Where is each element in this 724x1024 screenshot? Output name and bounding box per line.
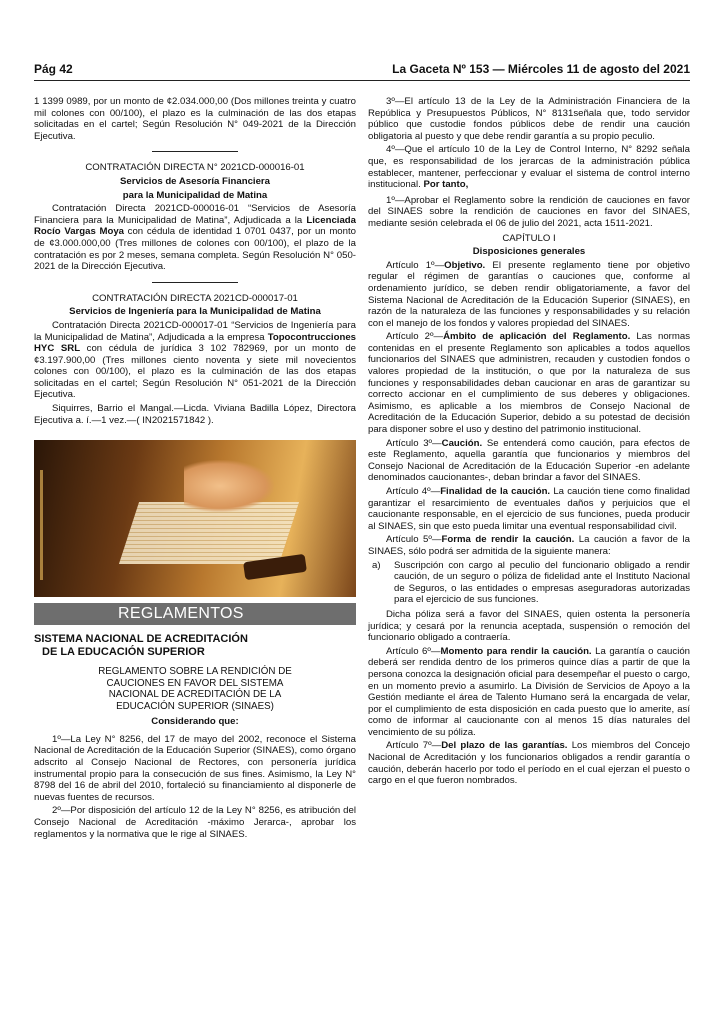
paragraph — [368, 144, 690, 190]
paragraph — [34, 203, 356, 273]
article-number: Artículo 1º— — [386, 259, 445, 271]
paragraph: 1º—La Ley N° 8256, del 17 de mayo del 2002, reconoce el Sistema Nacional de Acreditación de la Educación Superior (SINAES), como órgano adscrito al Consejo Nacional de Rectores, con personería jurídica instrumental propio para la consecución de sus fines. Asimismo, la Ley N° 8798 del 16 de abril del 2010, fortaleció su financiamiento al disponerle de nuevas fuentes de recursos. — [34, 733, 356, 803]
article-body: La caución a favor de la SINAES, sólo podrá ser admitida de la siguiente manera: — [368, 534, 690, 557]
paragraph: Dicha póliza será a favor del SINAES, quien ostenta la personería jurídica; y cesará por la renuncia aceptada, suspensión o remoción del funcionario obligado a contraería. — [368, 608, 690, 644]
paragraph: 3º—El artículo 13 de la Ley de la Administración Financiera de la República y Presupuestos Públicos, N° 8131señala que, todo servidor público que custodie fondos públicos debe de rendir una caución obligatoria al puesto y que debe rendir garantía a su propio peculio. — [368, 96, 690, 142]
article-title: Ámbito de aplicación del Reglamento. — [443, 331, 631, 343]
text-run: Contratación Directa 2021CD-000017-01 “Servicios de Ingeniería para la Municipalidad de Matina”, Adjudicada a la empresa — [34, 319, 356, 343]
signature-line: Siquirres, Barrio el Mangal.—Licda. Viviana Badilla López, Directora Ejecutiva a. í.—1 vez.—( IN2021571842 ). — [34, 403, 356, 426]
article-title: Objetivo. — [444, 259, 486, 271]
article-number: Artículo 2º— — [386, 331, 444, 343]
section-subtitle: para la Municipalidad de Matina — [122, 189, 268, 201]
por-tanto: Por tanto, — [423, 179, 469, 191]
right-column — [368, 96, 690, 789]
chapter-heading: CAPÍTULO I — [502, 232, 556, 244]
hand-shape — [184, 460, 274, 512]
article — [368, 646, 690, 739]
divider — [152, 151, 238, 152]
list-label: a) — [372, 559, 381, 571]
org-line: DE LA EDUCACIÓN SUPERIOR — [42, 645, 205, 658]
article-title: Momento para rendir la caución. — [440, 645, 592, 657]
text-run: 4º—Que el artículo 10 de la Ley de Control Interno, N° 8292 señala que, es responsabilidad de los jerarcas de la administración pública establecer, mantener, perfeccionar y evaluar el sistema de control interno institucional. — [368, 144, 690, 191]
org-line: SISTEMA NACIONAL DE ACREDITACIÓN — [34, 633, 248, 646]
article-body: Los miembros del Concejo Nacional de Acreditación y los funcionarios obligados a rendir garantía o caución, deberán hacerlo por todo el período en el cual ejerzan el puesto o cargo en el que fueron nombrados. — [368, 740, 691, 787]
article-number: Artículo 7º— — [386, 740, 442, 752]
article-body: El presente reglamento tiene por objetivo regular el régimen de garantías o cauciones que, conforme al ordenamiento jurídico, se deben rendir obligatoriamente, a favor del Sistema Nacional de Acreditación de la Educación Superior (SINAES), en razón de la naturaleza de las funciones y responsabilidades y su relación con el manejo de los fondos y valores propiedad del SINAES. — [368, 259, 691, 329]
paragraph — [34, 320, 356, 401]
organization-name — [34, 633, 356, 658]
article — [368, 740, 690, 786]
considerando-heading: Considerando que: — [151, 716, 239, 728]
article-body: Las normas contenidas en el presente Reglamento son aplicables a todos aquellos funcionarios del SINAES que administren, recauden y custodien fondos o valores propiedad de la institución, o que por la naturaleza de sus funciones y responsabilidades deban caucionar en aras de garantizar su correcto accionar en el cumplimiento de sus deberes y obligaciones. Asimismo, es aplicable a los miembros de Consejo Nacional de Acreditación de la Educación Superior, debido a su potestad de decisión para disponer sobre el uso y destino del patrimonio institucional. — [368, 331, 691, 436]
article-title: Finalidad de la caución. — [440, 486, 551, 497]
paragraph: 2º—Por disposición del artículo 12 de la Ley N° 8256, es atribución del Consejo Nacional de Acreditación -máximo Jerarca-, aprobar los reglamentos y la normativa que le rige al SINAES. — [34, 805, 356, 840]
list-item — [368, 560, 690, 606]
article-number: Artículo 6º— — [386, 645, 441, 657]
article-title: Caución. — [441, 437, 483, 449]
paragraph: 1 1399 0989, por un monto de ¢2.034.000,00 (Dos millones treinta y cuatro mil colones con 00/100), el plazo es la culminación de las dos etapas solicitadas en el cartel; Según Resolución N° 049-2021 de la Dirección Ejecutiva. — [34, 96, 356, 142]
article — [368, 260, 690, 330]
page-number: Pág 42 — [34, 62, 73, 76]
section-subtitle: Servicios de Asesoría Financiera — [119, 175, 271, 187]
section-banner: REGLAMENTOS — [34, 603, 356, 625]
section-title: CONTRATACIÓN DIRECTA 2021CD-000017-01 — [92, 292, 298, 304]
awardee-name: Licenciada Rocío Vargas Moya — [34, 214, 356, 238]
legal-documents-photo — [34, 440, 356, 597]
text-run: con cédula de jurídica 3 102 782969, por un monto de ¢3.197.900,00 (Tres millones ciento noventa y siete mil novecientos colones con 00/100), el plazo es la culminación de las dos etapas solicitadas en el cartel; Según Resolución N° 051-2021 de la Dirección Ejecutiva. — [34, 343, 356, 401]
left-column — [34, 96, 356, 842]
article-number: Artículo 3º— — [386, 437, 442, 449]
article — [368, 486, 690, 532]
publication-title: La Gaceta Nº 153 — Miércoles 11 de agosto del 2021 — [392, 62, 690, 76]
scale-shape — [40, 470, 83, 580]
text-run: con cédula de identidad 1 0701 0437, por un monto de ¢3.000.000,00 (Tres millones de colones con 00/100), el plazo de la contratación es por 2 meses, semana completa. Según Resolución N° 050-2021 de la Dirección Ejecutiva. — [34, 226, 356, 273]
article-title: Del plazo de las garantías. — [441, 740, 568, 752]
awardee-name: Topocontrucciones HYC SRL — [34, 331, 356, 355]
article — [368, 331, 690, 435]
article-title: Forma de rendir la caución. — [441, 534, 575, 546]
article-number: Artículo 5º— — [386, 534, 442, 546]
article-number: Artículo 4º— — [386, 486, 441, 497]
divider — [152, 282, 238, 283]
article-body: La caución tiene como finalidad garantizar el resarcimiento de eventuales daños y perjuicios que el caucionante responsable, en el ejercicio de sus funciones, pueda producir al SINAES, sin que esto pueda limitar una eventual responsabilidad civil. — [368, 486, 690, 532]
list-text: Suscripción con cargo al peculio del funcionario obligado a rendir caución, de un seguro o póliza de fidelidad ante el Instituto Nacional de Seguros, o las entidades o empresas aseguradoras autorizadas para el ejercicio de sus funciones. — [394, 559, 690, 606]
section-subtitle: Servicios de Ingeniería para la Municipalidad de Matina — [69, 306, 321, 318]
section-title: CONTRATACIÓN DIRECTA N° 2021CD-000016-01 — [85, 162, 305, 174]
article — [368, 438, 690, 484]
text-run: Contratación Directa 2021CD-000016-01 “Servicios de Asesoría Financiera para la Municipalidad de Matina”, Adjudicada a la — [34, 203, 356, 226]
regulation-title: REGLAMENTO SOBRE LA RENDICIÓN DE CAUCIONES EN FAVOR DEL SISTEMA NACIONAL DE ACREDITACIÓN DE LA EDUCACIÓN SUPERIOR (SINAES) — [98, 666, 292, 712]
chapter-title: Disposiciones generales — [472, 246, 586, 258]
article-body: La garantía o caución deberá ser rendida dentro de los primeros quince días a partir de que la persona conozca la designación oficial para desempeñar el puesto o cargo, en un momento previo a asumirlo. La División de Servicios de Apoyo a la Gestión mediante el área de Talento Humano será la encargada de velar, por el cumplimiento de esta disposición en cada puesto que lo amerite, así como de informar al caucionante con al menos 15 días naturales del vencimiento de su póliza. — [368, 645, 690, 738]
article-body: Se entenderá como caución, para efectos de este Reglamento, aquella garantía que funcionarios y miembros del Consejo Nacional de Acreditación de la Educación Superior -en adelante denominados caucionantes-, deban brindar a favor del SINAES. — [368, 437, 690, 484]
paragraph: 1º—Aprobar el Reglamento sobre la rendición de cauciones en favor del SINAES sobre la rendición de cauciones en favor del SINAES, mediante sesión celebrada el 06 de julio del 2021, acta 1511-2021. — [368, 194, 690, 229]
article — [368, 534, 690, 557]
page-header — [34, 62, 690, 81]
